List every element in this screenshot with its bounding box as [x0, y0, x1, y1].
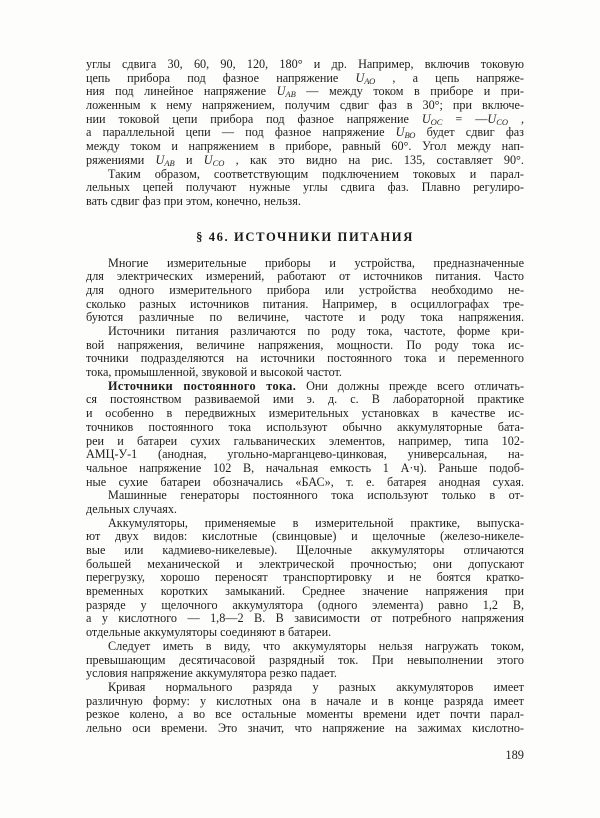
- text-line: [86, 640, 524, 654]
- text-run: превышающим десятичасовой разрядный ток. При невыполнении этого: [86, 653, 524, 667]
- text-run: условия напряжение аккумулятора резко падает.: [86, 667, 337, 681]
- text-line: [86, 154, 524, 168]
- text-run: ложенным к нему напряжением, получим сдвиг фаз в 30°; при включе-: [86, 99, 524, 113]
- paragraph: [86, 257, 524, 325]
- text-line: [86, 558, 524, 572]
- text-run: Машинные генераторы постоянного тока используют только в от-: [108, 489, 524, 503]
- paragraph: [86, 168, 524, 209]
- text-run: Таким образом, соответствующим подключением токовых и парал-: [108, 167, 524, 181]
- text-line: [86, 503, 524, 517]
- text-run: будет сдвиг фаз: [415, 126, 524, 140]
- text-line: [86, 140, 524, 154]
- paragraph: [86, 517, 524, 640]
- text-run: — между током в приборе и при-: [295, 85, 524, 99]
- text-run: временных коротких замыканий. Среднее значение напряжения при: [86, 585, 524, 599]
- text-line: [86, 462, 524, 476]
- text-block: [86, 58, 524, 762]
- text-line: [86, 339, 524, 353]
- text-line: [86, 393, 524, 407]
- text-line: [86, 448, 524, 462]
- text-line: [86, 168, 524, 182]
- text-run: точников постоянного тока используют обычно аккумуляторные бата-: [86, 420, 524, 434]
- text-line: [86, 517, 524, 531]
- paragraph: [86, 489, 524, 516]
- text-run: вать сдвиг фаз при этом, конечно, нельзя.: [86, 194, 301, 208]
- text-line: [86, 489, 524, 503]
- text-run: резкое колено, а во все остальные моменты времени идет почти парал-: [86, 708, 524, 722]
- paragraph: [86, 640, 524, 681]
- text-line: [86, 352, 524, 366]
- text-line: [86, 681, 524, 695]
- voltage-formula: $U_{АВ}$: [276, 85, 296, 100]
- text-run: , как это видно на рис. 135, составляет 90°.: [224, 153, 524, 167]
- text-line: [86, 99, 524, 113]
- text-line: [86, 58, 524, 72]
- text-run: точники подразделяются на источники постоянного тока и переменного: [86, 352, 524, 366]
- text-run: ния под линейное напряжение: [86, 85, 277, 99]
- text-line: [86, 626, 524, 640]
- text-run: вой напряжения, величине напряжения, мощности. По роду тока ис-: [86, 338, 524, 352]
- paragraph: [86, 325, 524, 380]
- voltage-formula: $U_{СО}$: [487, 112, 509, 127]
- text-run: чальное напряжение 102 В, начальная емкость 1 А·ч). Раньше подоб-: [86, 461, 524, 475]
- text-run: буются различные по величине, частоте и роду тока напряжения.: [86, 311, 524, 325]
- paragraph: [86, 380, 524, 490]
- paragraph-group-after-heading: [86, 257, 524, 736]
- voltage-formula: $U_{ОС}$: [421, 112, 443, 127]
- text-run: ные сухие батареи обозначались «БАС», т. е. батарея анодная сухая.: [86, 475, 524, 489]
- text-run: Следует иметь в виду, что аккумуляторы нельзя нагружать током,: [108, 639, 524, 653]
- text-line: [86, 476, 524, 490]
- text-run: дельных случаях.: [86, 502, 177, 516]
- text-line: [86, 708, 524, 722]
- text-run: перегрузку, хорошо переносят транспортировку и не боятся кратко-: [86, 571, 524, 585]
- text-line: [86, 654, 524, 668]
- voltage-formula: $U_{АО}$: [355, 71, 376, 86]
- text-run: и особенно в передвижных измерительных установках в качестве ис-: [86, 407, 524, 421]
- text-run: ,: [508, 112, 524, 126]
- text-run: Они должны прежде всего отличать-: [296, 379, 524, 393]
- page-number: 189: [505, 747, 524, 762]
- text-line: [86, 181, 524, 195]
- text-line: [86, 544, 524, 558]
- text-line: [86, 325, 524, 339]
- text-line: [86, 695, 524, 709]
- text-line: [86, 195, 524, 209]
- voltage-formula: $U_{СО}$: [203, 153, 225, 168]
- text-line: [86, 599, 524, 613]
- text-run: между током и напряжением в приборе, равный 60°. Угол между нап-: [86, 140, 524, 154]
- text-line: [86, 571, 524, 585]
- text-run: лельно оси времени. Это значит, что напряжение на зажимах кислотно-: [86, 721, 524, 735]
- bold-run: Источники постоянного тока.: [108, 379, 297, 393]
- text-line: [86, 311, 524, 325]
- text-run: ют двух видов: кислотные (свинцовые) и щелочные (железо-никеле-: [86, 530, 524, 544]
- section-heading: § 46. ИСТОЧНИКИ ПИТАНИЯ: [196, 229, 414, 244]
- text-run: отдельные аккумуляторы соединяют в батареи.: [86, 626, 332, 640]
- text-run: Источники питания различаются по роду тока, частоте, форме кри-: [108, 325, 524, 338]
- text-run: а параллельной цепи — под фазное напряжение: [86, 126, 396, 140]
- text-run: нии токовой цепи прибора под фазное напряжение: [86, 112, 422, 126]
- text-line: [86, 85, 524, 99]
- text-run: ряжениями: [86, 153, 156, 167]
- text-line: [86, 380, 524, 394]
- text-line: [86, 72, 524, 86]
- text-run: вые или кадмиево-никелевые). Щелочные аккумуляторы отличаются: [86, 544, 524, 557]
- paragraph-group-before-heading: [86, 58, 524, 209]
- text-line: [86, 284, 524, 298]
- paragraph: [86, 58, 524, 168]
- text-run: а у кислотного — 1,8—2 В. В зависимости от потребного напряжения: [86, 612, 524, 626]
- text-run: для одного измерительного прибора или устройства необходимо не-: [86, 283, 524, 297]
- text-run: Кривая нормального разряда у разных аккумуляторов имеет: [108, 680, 524, 694]
- voltage-formula: $U_{АВ}$: [155, 153, 175, 168]
- text-run: реи и батареи сухих гальванических элементов, например, типа 102-: [86, 434, 524, 448]
- text-run: , а цепь напряже-: [375, 71, 524, 85]
- text-run: ся постоянством развиваемой ими э. д. с. В лабораторной практике: [86, 393, 524, 407]
- text-run: для электрических измерений, работают от источников питания. Часто: [86, 270, 524, 284]
- text-run: АМЦ-У-1 (анодная, угольно-марганцево-цинковая, универсальная, на-: [86, 448, 524, 462]
- text-run: разряде у щелочного аккумулятора (одного элемента) равно 1,2 В,: [86, 598, 524, 612]
- text-run: = —: [442, 112, 488, 126]
- text-line: [86, 435, 524, 449]
- text-line: [86, 257, 524, 271]
- voltage-formula: $U_{ВО}$: [395, 126, 416, 141]
- text-run: Многие измерительные приборы и устройства, предназначенные: [108, 256, 524, 270]
- text-run: различную форму: у кислотных она в начале и в конце разряда имеет: [86, 694, 524, 708]
- text-run: сколько разных источников питания. Например, в осциллографах тре-: [86, 297, 524, 311]
- text-run: цепь прибора под фазное напряжение: [86, 71, 356, 85]
- text-run: лельных цепей получают нужные углы сдвига фаз. Плавно регулиро-: [86, 181, 524, 195]
- text-line: [86, 612, 524, 626]
- text-line: [86, 298, 524, 312]
- text-run: углы сдвига 30, 60, 90, 120, 180° и др. Например, включив токовую: [86, 58, 524, 71]
- text-line: [86, 530, 524, 544]
- text-line: [86, 407, 524, 421]
- text-line: [86, 585, 524, 599]
- text-run: и: [174, 153, 204, 167]
- text-line: [86, 421, 524, 435]
- text-line: [86, 126, 524, 140]
- text-line: [86, 113, 524, 127]
- text-run: тока, промышленной, звуковой и высокой частот.: [86, 366, 342, 380]
- text-run: Аккумуляторы, применяемые в измерительной практике, выпуска-: [108, 516, 524, 530]
- paragraph: [86, 681, 524, 736]
- text-line: [86, 667, 524, 681]
- text-run: большей механической и электрической прочностью; они допускают: [86, 557, 524, 571]
- text-line: [86, 722, 524, 736]
- text-line: [86, 366, 524, 380]
- text-line: [86, 270, 524, 284]
